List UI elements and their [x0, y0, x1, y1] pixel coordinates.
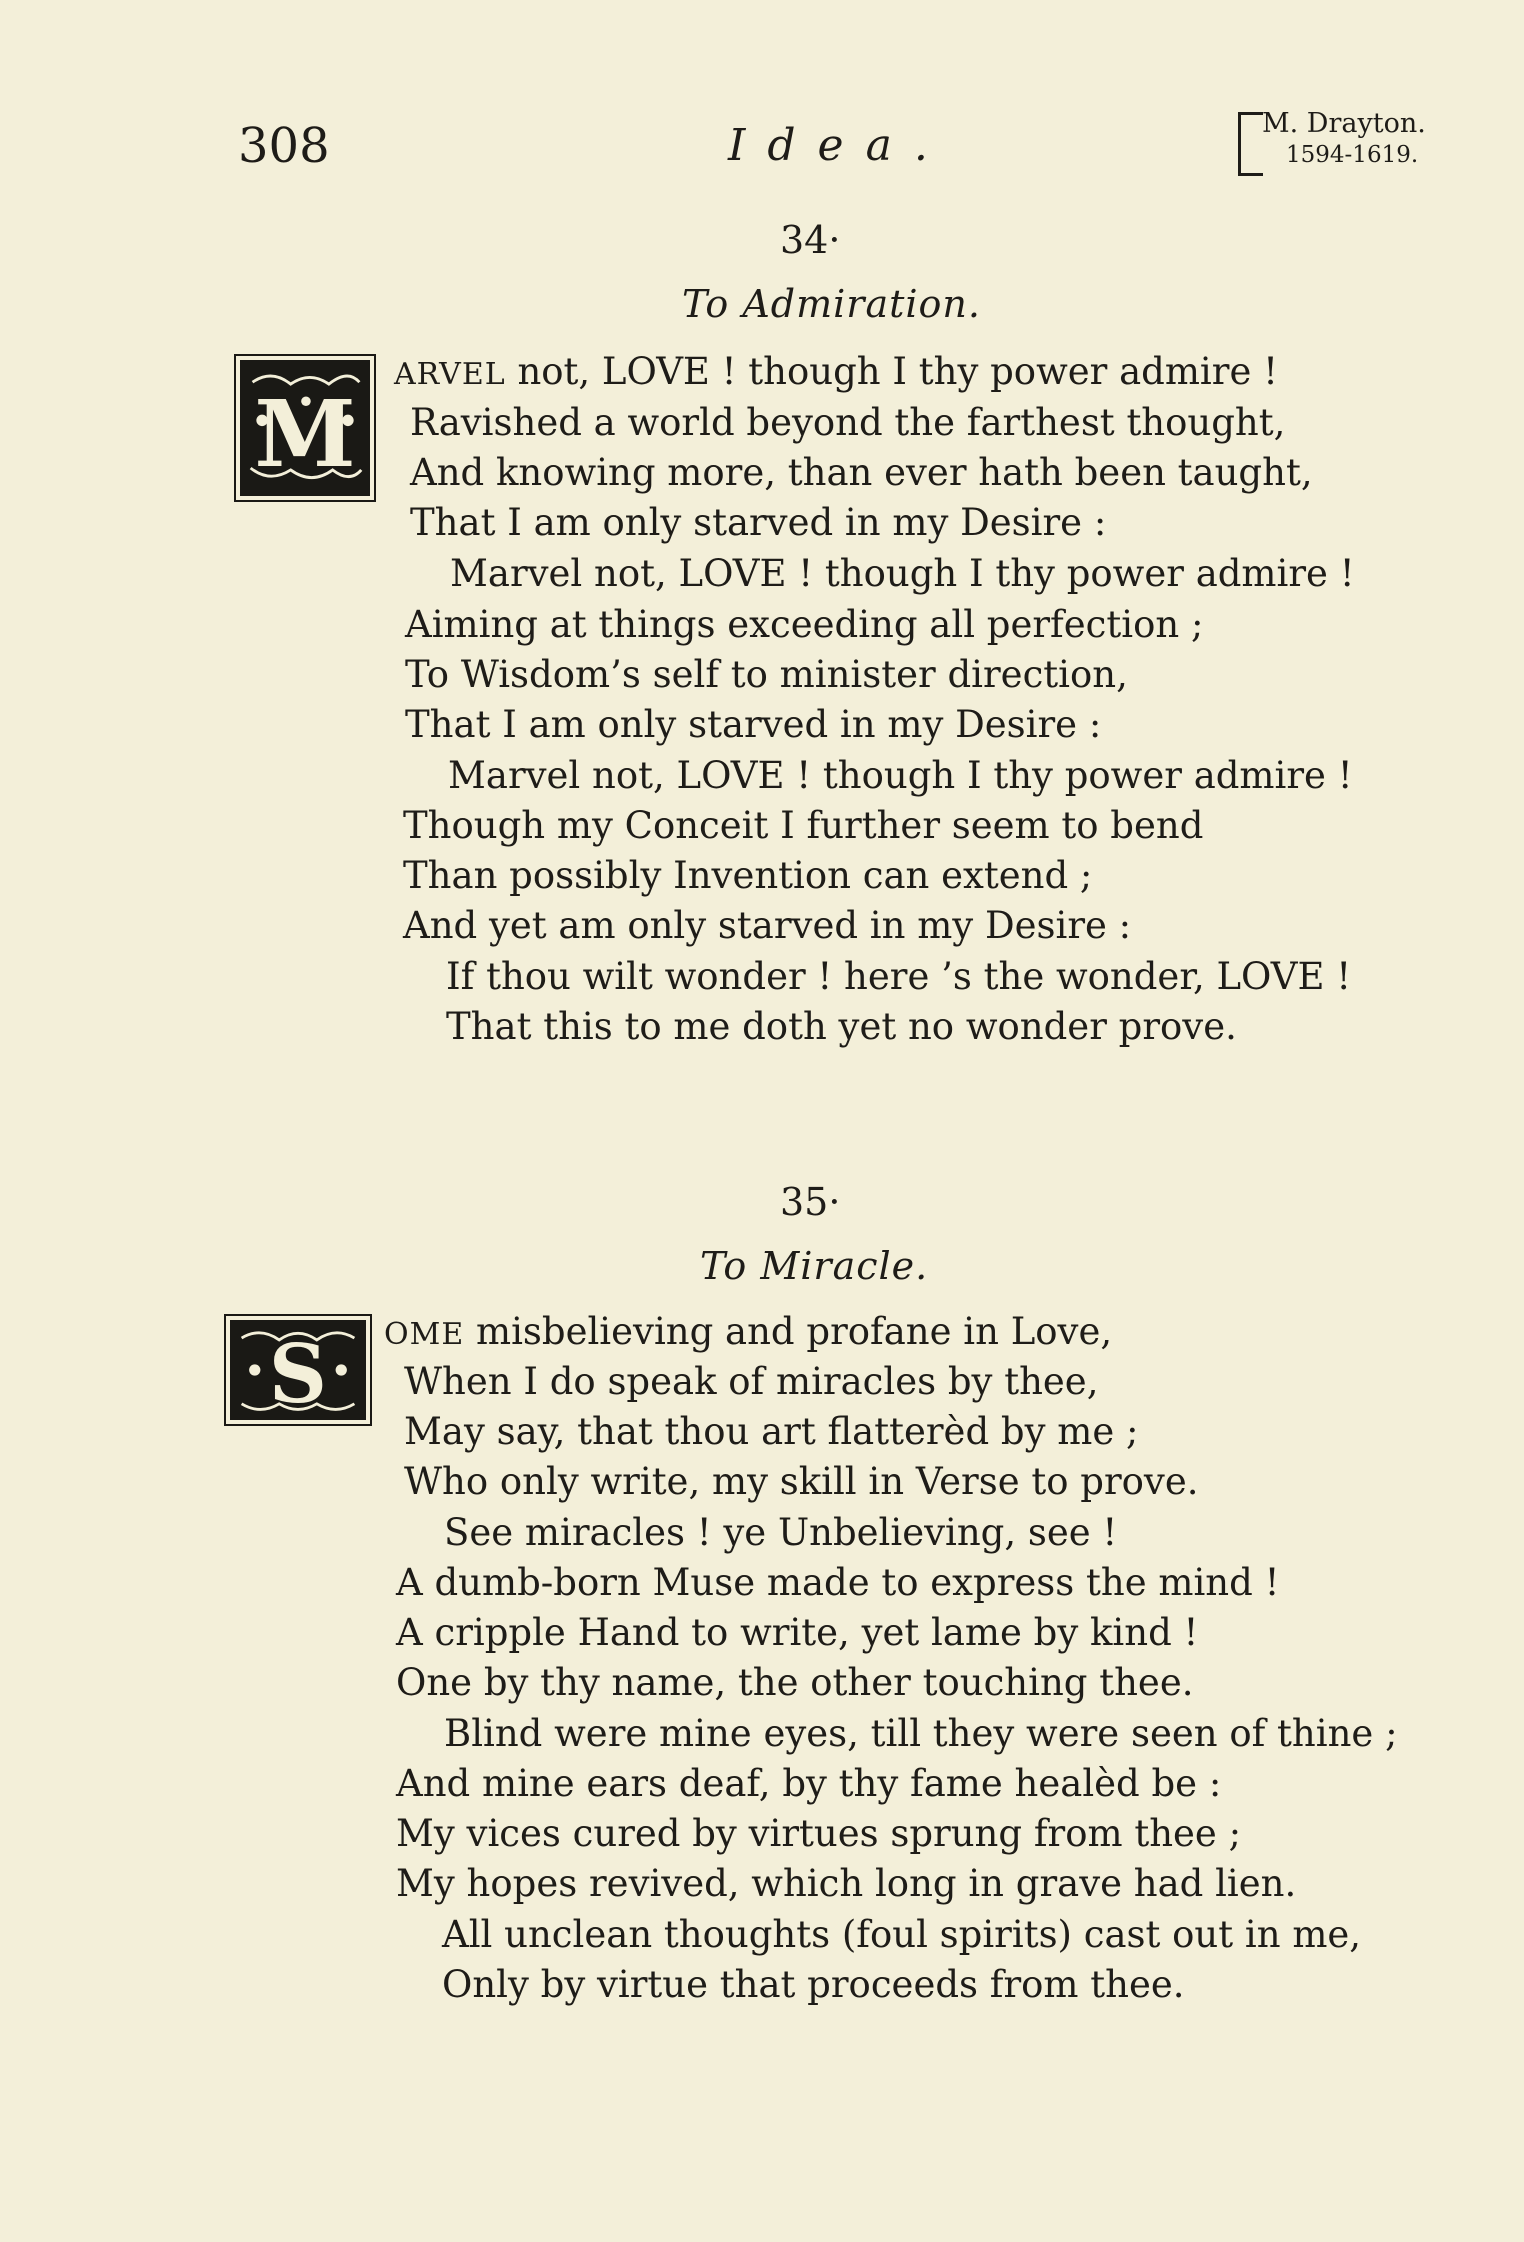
poem-line: All unclean thoughts (foul spirits) cast out in me, [442, 1913, 1362, 1956]
running-header [0, 108, 1524, 188]
poem-line: My hopes revived, which long in grave had lien. [396, 1862, 1297, 1905]
author-dates: 1594-1619. [1286, 142, 1419, 168]
poem-line: Marvel not, LOVE ! though I thy power admire ! [450, 552, 1355, 595]
poem-line: Marvel not, LOVE ! though I thy power admire ! [448, 754, 1353, 797]
poem-line: A cripple Hand to write, yet lame by kind ! [396, 1611, 1199, 1654]
poem-line: My vices cured by virtues sprung from thee ; [396, 1812, 1242, 1855]
sonnet-number: 34· [780, 218, 841, 262]
poem-line: May say, that thou art flatterèd by me ; [404, 1410, 1139, 1453]
poem-line: Than possibly Invention can extend ; [403, 854, 1093, 897]
sonnet-title: To Miracle. [700, 1244, 929, 1288]
ornament-icon [243, 363, 367, 493]
poem-line: And mine ears deaf, by thy fame healèd be : [396, 1762, 1222, 1805]
poem-line: If thou wilt wonder ! here ’s the wonder, LOVE ! [446, 955, 1352, 998]
poem-line: That I am only starved in my Desire : [410, 501, 1107, 544]
bracket-icon [1238, 112, 1263, 176]
poem-line: A dumb-born Muse made to express the mind ! [396, 1561, 1280, 1604]
initial-letter: S [268, 1326, 328, 1417]
poem-line: That I am only starved in my Desire : [405, 703, 1102, 746]
poem-line: Ravished a world beyond the farthest thought, [410, 401, 1286, 444]
decorated-initial-m [240, 360, 370, 496]
poem-line: ARVEL not, LOVE ! though I thy power admire ! [394, 350, 1278, 393]
poem-line: Aiming at things exceeding all perfection ; [405, 603, 1204, 646]
poem-line: Only by virtue that proceeds from thee. [442, 1963, 1185, 2006]
poem-line: And knowing more, than ever hath been taught, [410, 451, 1313, 494]
ornament-icon [233, 1323, 363, 1417]
poem-line: And yet am only starved in my Desire : [403, 904, 1132, 947]
poem-line: To Wisdom’s self to minister direction, [405, 653, 1128, 696]
decorated-initial-s [230, 1320, 366, 1420]
poem-line: See miracles ! ye Unbelieving, see ! [444, 1511, 1118, 1554]
sonnet-title: To Admiration. [682, 282, 981, 326]
poem-line: Who only write, my skill in Verse to prove. [404, 1460, 1199, 1503]
poem-line: One by thy name, the other touching thee. [396, 1661, 1194, 1704]
poem-line: That this to me doth yet no wonder prove. [446, 1005, 1237, 1048]
initial-letter: M [254, 380, 356, 489]
poem-line: Though my Conceit I further seem to bend [403, 804, 1204, 847]
poem-line: When I do speak of miracles by thee, [404, 1360, 1099, 1403]
sonnet-number: 35· [780, 1180, 841, 1224]
running-title: Idea. [728, 120, 950, 171]
poem-line: OME misbelieving and profane in Love, [384, 1310, 1113, 1353]
author-name: M. Drayton. [1262, 108, 1426, 139]
page-number: 308 [238, 118, 330, 174]
poem-line: Blind were mine eyes, till they were seen of thine ; [444, 1712, 1398, 1755]
